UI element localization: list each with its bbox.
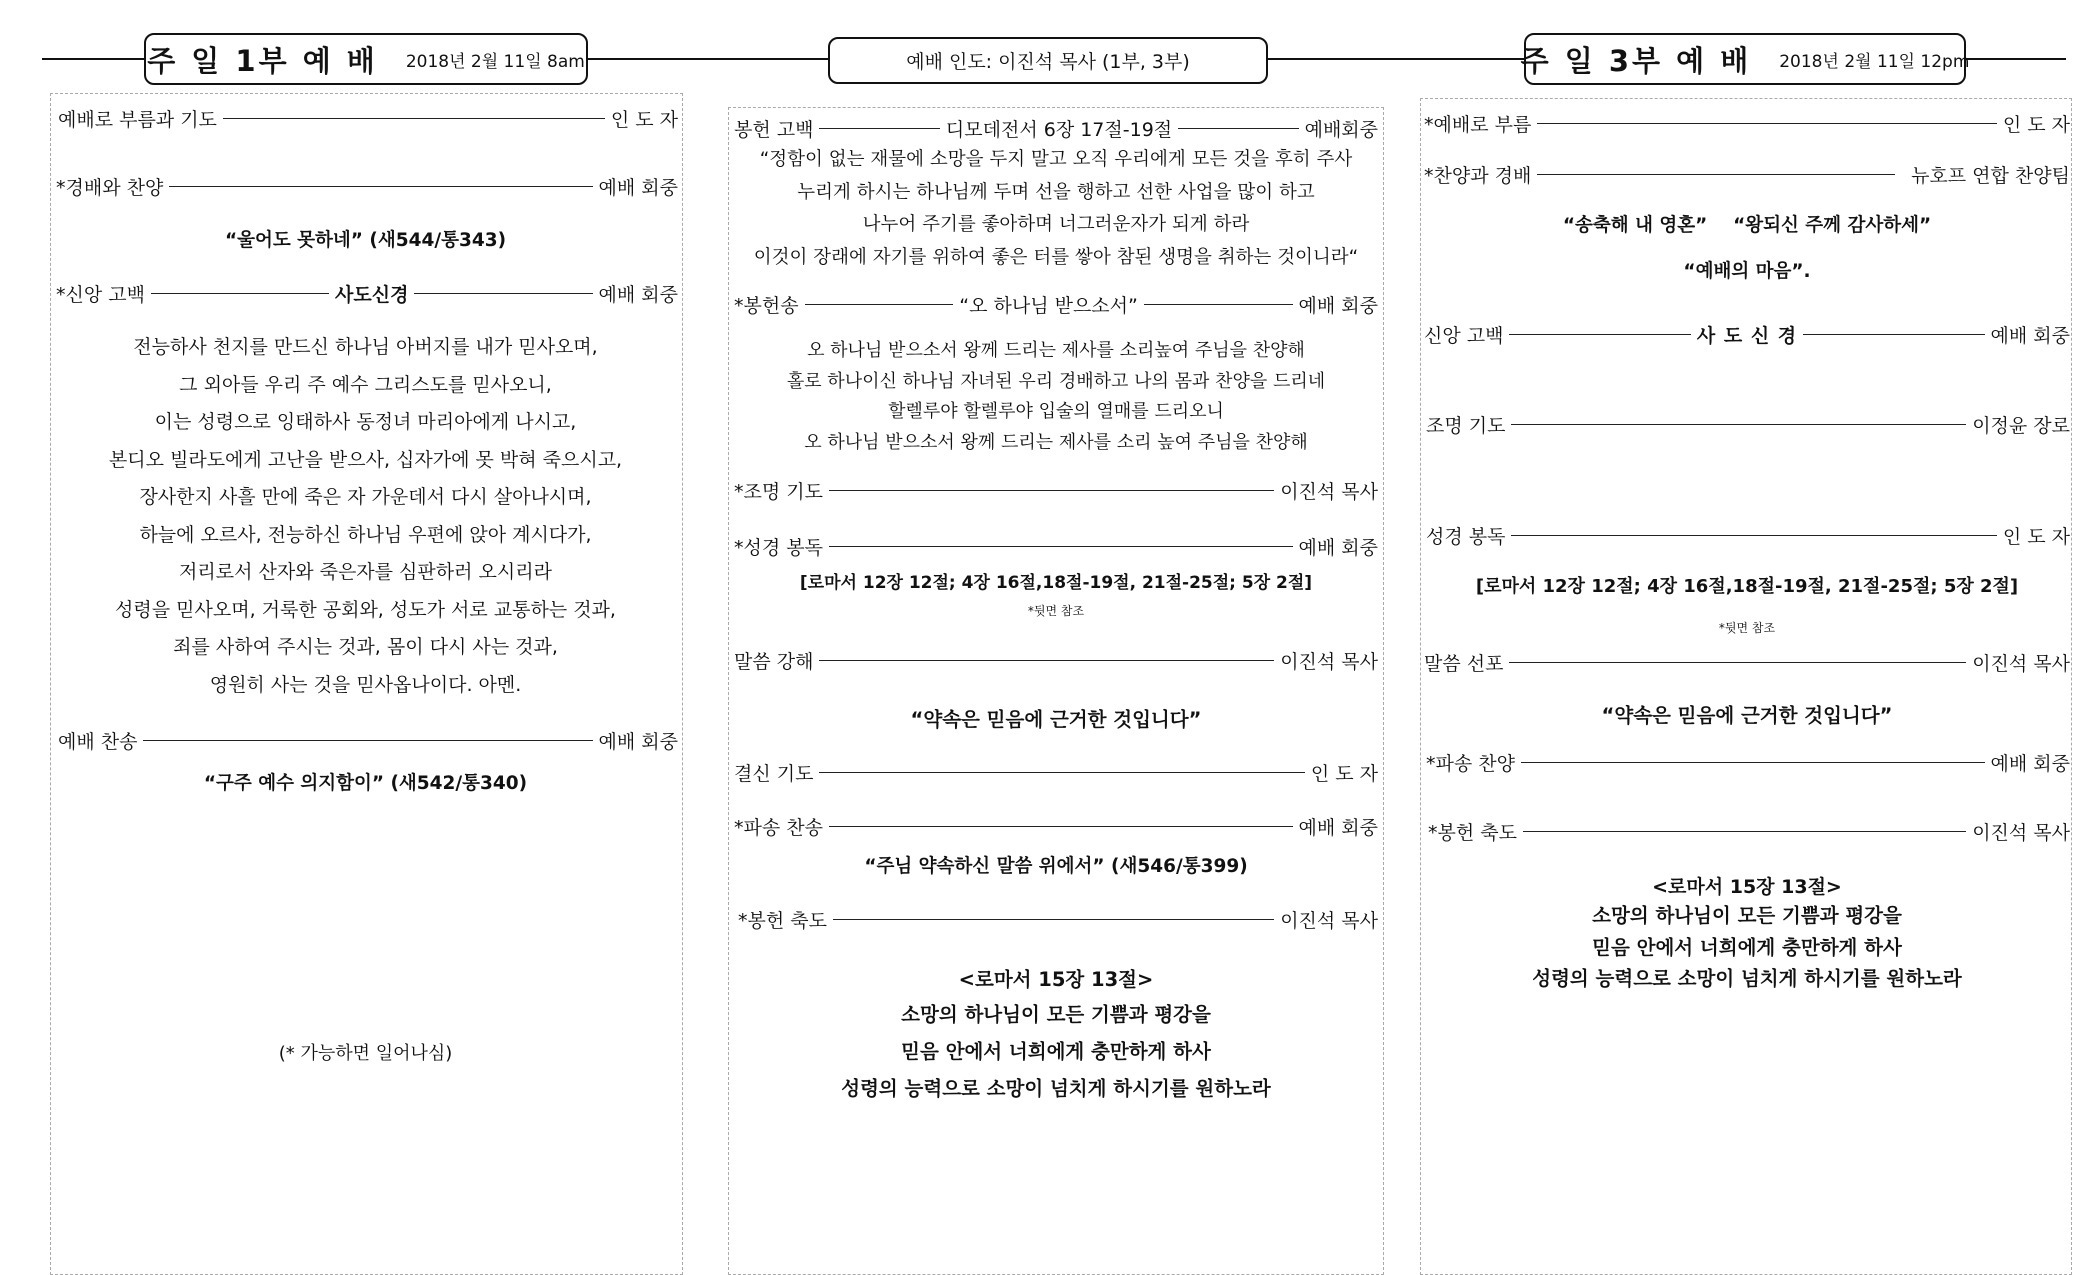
lyric-line: 할렐루야 할렐루야 입술의 열매를 드리오니	[888, 401, 1224, 422]
offering-confession-leader: 예배회중	[1304, 118, 1379, 141]
leader-line	[819, 660, 1274, 661]
hymn-title-2: “구주 예수 의지함이” (새542/통340)	[203, 773, 528, 794]
sermon-leader-3: 이진석 목사	[1972, 652, 2070, 675]
leader-line	[1511, 535, 1996, 536]
offering-verse	[732, 144, 1380, 274]
hymn-row	[58, 726, 678, 754]
leader-line	[1509, 662, 1966, 663]
leader-line	[1803, 334, 1984, 335]
illumination-prayer-row-3	[1426, 410, 2070, 438]
lyric-line: 오 하나님 받으소서 왕께 드리는 제사를 소리 높여 주님을 찬양해	[804, 431, 1308, 453]
call-to-worship-leader-3: 인 도 자	[2002, 113, 2070, 136]
creed-leader-3: 예배 회중	[1990, 324, 2071, 347]
leader-line	[829, 490, 1274, 491]
verse-line: “정함이 없는 재물에 소망을 두지 말고 오직 우리에게 모든 것을 후히 주사	[759, 149, 1353, 170]
praise-row-3	[1424, 160, 2070, 188]
reading-reference: [로마서 12장 12절; 4장 16절,18절-19절, 21절-25절; 5장 2절]	[799, 573, 1313, 593]
blessing-text	[732, 996, 1380, 1107]
praise-label: *경배와 찬양	[56, 176, 164, 199]
leader-line	[819, 772, 1304, 773]
praise-row	[56, 172, 678, 200]
lyric-line: 홀로 하나이신 하나님 자녀된 우리 경배하고 나의 몸과 찬양을 드리네	[786, 370, 1326, 392]
leader-line	[151, 293, 329, 294]
reading-leader: 예배 회중	[1298, 536, 1378, 559]
leader-line	[1521, 762, 1985, 763]
call-to-worship-label-3: *예배로 부름	[1424, 113, 1532, 136]
header-rule-left	[42, 58, 144, 60]
leader-line	[805, 304, 954, 305]
benediction-label: *봉헌 축도	[738, 909, 827, 932]
creed-line: 하늘에 오르사, 전능하신 하나님 우편에 앉아 계시다가,	[139, 523, 592, 546]
sending-song-row-3	[1426, 748, 2070, 776]
creed-name: 사도신경	[335, 283, 409, 306]
illumination-label-3: 조명 기도	[1426, 414, 1506, 437]
decision-label: 결신 기도	[734, 762, 814, 785]
leader-line	[1178, 128, 1298, 129]
sermon-title-3: “약속은 믿음에 근거한 것입니다”	[1601, 704, 1893, 727]
creed-line: 영원히 사는 것을 믿사옵나이다. 아멘.	[209, 673, 522, 696]
leader-line	[1537, 123, 1997, 124]
call-to-worship-label: 예배로 부름과 기도	[58, 108, 217, 131]
header-rule-right	[1966, 58, 2066, 60]
see-back-note: *뒷면 참조	[1027, 604, 1085, 618]
sermon-row	[734, 646, 1378, 674]
service3-title: 주 일 3부 예 배	[1520, 43, 1752, 78]
scripture-reading-row	[734, 532, 1378, 560]
creed-line: 본디오 빌라도에게 고난을 받으사, 십자가에 못 박혀 죽으시고,	[108, 448, 623, 471]
standing-note: (* 가능하면 일어나심)	[278, 1043, 453, 1064]
offering-confession-label: 봉헌 고백	[734, 118, 814, 141]
offering-song-leader: 예배 회중	[1298, 294, 1379, 317]
worship-heart-song: “예배의 마음”.	[1683, 261, 1811, 282]
blessing-line: 소망의 하나님이 모든 기쁨과 평강을	[901, 1003, 1211, 1026]
call-to-worship-row-3	[1424, 109, 2070, 137]
creed-line: 장사한지 사흘 만에 죽은 자 가운데서 다시 살아나시며,	[139, 486, 592, 508]
blessing-line: 믿음 안에서 너희에게 충만하게 하사	[901, 1040, 1211, 1063]
sending-label: *파송 찬송	[734, 816, 823, 839]
verse-line: 나누어 주기를 좋아하며 너그러운자가 되게 하라	[862, 214, 1250, 235]
leader-line	[819, 128, 939, 129]
call-to-worship-row	[58, 104, 678, 132]
illumination-prayer-row	[734, 476, 1378, 504]
service3-header	[1520, 33, 1970, 85]
creed-line: 이는 성령으로 잉태하사 동정녀 마리아에게 나시고,	[154, 411, 577, 433]
leader-line	[829, 546, 1293, 547]
decision-prayer-row	[734, 758, 1378, 786]
leader-line	[1509, 334, 1690, 335]
leader-line	[169, 186, 592, 187]
hymn-title: “울어도 못하네” (새544/통343)	[224, 230, 507, 251]
offering-song-row	[734, 290, 1378, 318]
praise-leader: 예배 회중	[598, 176, 678, 199]
apostles-creed-text	[60, 329, 671, 704]
sending-label-3: *파송 찬양	[1426, 752, 1515, 775]
offering-song-title: “오 하나님 받으소서”	[959, 294, 1138, 317]
decision-leader: 인 도 자	[1310, 762, 1378, 785]
see-back-note-3: *뒷면 참조	[1718, 621, 1776, 635]
blessing-line: 성령의 능력으로 소망이 넘치게 하시기를 원하노라	[1532, 967, 1962, 990]
leader-line	[414, 293, 592, 294]
creed-leader: 예배 회중	[598, 283, 679, 306]
creed-row-3	[1424, 320, 2070, 348]
hymn-leader: 예배 회중	[598, 730, 678, 753]
benediction-label-3: *봉헌 축도	[1428, 821, 1517, 844]
creed-row	[56, 279, 678, 307]
benediction-leader-3: 이진석 목사	[1972, 821, 2070, 844]
sending-leader: 예배 회중	[1298, 816, 1378, 839]
benediction-row-3	[1428, 817, 2070, 845]
blessing-text-3	[1424, 900, 2070, 995]
blessing-line: 소망의 하나님이 모든 기쁨과 평강을	[1592, 904, 1902, 927]
blessing-reference-3: <로마서 15장 13절>	[1652, 876, 1842, 898]
verse-line: 이것이 장래에 자기를 위하여 좋은 터를 쌓아 참된 생명을 취하는 것이니라“	[753, 246, 1359, 268]
creed-line: 전능하사 천지를 만드신 하나님 아버지를 내가 믿사오며,	[133, 336, 598, 358]
leader-line	[1523, 831, 1966, 832]
creed-line: 저리로서 산자와 죽은자를 심판하러 오시리라	[179, 561, 552, 583]
benediction-leader: 이진석 목사	[1280, 909, 1378, 932]
hymn-label: 예배 찬송	[58, 730, 138, 753]
sending-leader-3: 예배 회중	[1990, 752, 2070, 775]
creed-label-3: 신앙 고백	[1424, 324, 1504, 347]
creed-line: 죄를 사하여 주시는 것과, 몸이 다시 사는 것과,	[173, 636, 558, 658]
worship-leader: 예배 인도: 이진석 목사 (1부, 3부)	[906, 51, 1190, 73]
illumination-label: *조명 기도	[734, 480, 823, 503]
leader-line	[1511, 424, 1966, 425]
sermon-row-3	[1424, 648, 2070, 676]
praise-team: 뉴호프 연합 찬양팀	[1911, 164, 2070, 187]
praise-songs: “송축해 내 영혼” “왕되신 주께 감사하세”	[1562, 215, 1932, 236]
sermon-label: 말씀 강해	[734, 650, 814, 673]
service1-header	[144, 33, 588, 85]
leader-line	[1537, 174, 1895, 175]
blessing-line: 성령의 능력으로 소망이 넘치게 하시기를 원하노라	[841, 1077, 1271, 1100]
reading-leader-3: 인 도 자	[2002, 525, 2070, 548]
creed-line: 그 외아들 우리 주 예수 그리스도를 믿사오니,	[179, 373, 552, 396]
leader-line	[833, 919, 1274, 920]
illumination-elder: 이정윤 장로	[1972, 414, 2070, 437]
leader-line	[223, 118, 605, 119]
lyric-line: 오 하나님 받으소서 왕께 드리는 제사를 소리높여 주님을 찬양해	[807, 340, 1305, 361]
reading-label-3: 성경 봉독	[1426, 525, 1506, 548]
offering-song-label: *봉헌송	[734, 294, 799, 317]
reading-reference-3: [로마서 12장 12절; 4장 16절,18절-19절, 21절-25절; 5장 2절]	[1475, 576, 2019, 597]
offering-scripture: 디모데전서 6장 17절-19절	[945, 118, 1173, 141]
verse-line: 누리게 하시는 하나님께 두며 선을 행하고 선한 사업을 많이 하고	[797, 181, 1315, 203]
call-to-worship-leader: 인 도 자	[610, 108, 678, 131]
blessing-line: 믿음 안에서 너희에게 충만하게 하사	[1592, 935, 1902, 959]
leader-line	[1144, 304, 1293, 305]
leader-line	[829, 826, 1293, 827]
sending-hymn-title: “주님 약속하신 말씀 위에서” (새546/통399)	[864, 856, 1248, 877]
blessing-reference: <로마서 15장 13절>	[958, 968, 1154, 991]
header-rule-mid-right	[1268, 58, 1524, 60]
illumination-leader: 이진석 목사	[1280, 480, 1378, 503]
sending-hymn-row	[734, 812, 1378, 840]
benediction-row	[738, 905, 1378, 933]
praise-label-3: *찬양과 경배	[1424, 164, 1532, 187]
creed-name-3: 사 도 신 경	[1696, 324, 1798, 347]
reading-label: *성경 봉독	[734, 536, 823, 559]
service1-title: 주 일 1부 예 배	[147, 43, 378, 78]
scripture-reading-row-3	[1426, 521, 2070, 549]
offering-confession-row	[734, 114, 1378, 142]
sermon-leader: 이진석 목사	[1280, 650, 1378, 673]
service3-date: 2018년 2월 11일 12pm	[1779, 51, 1970, 72]
offering-song-lyrics	[732, 336, 1380, 458]
creed-line: 성령을 믿사오며, 거룩한 공회와, 성도가 서로 교통하는 것과,	[115, 598, 616, 621]
service1-date: 2018년 2월 11일 8am	[405, 51, 585, 72]
sermon-title: “약속은 믿음에 근거한 것입니다”	[910, 708, 1202, 731]
header-rule-mid-left	[588, 58, 828, 60]
sermon-label-3: 말씀 선포	[1424, 652, 1504, 675]
leader-line	[143, 740, 592, 741]
leader-header	[828, 37, 1268, 84]
creed-label: *신앙 고백	[56, 283, 145, 306]
